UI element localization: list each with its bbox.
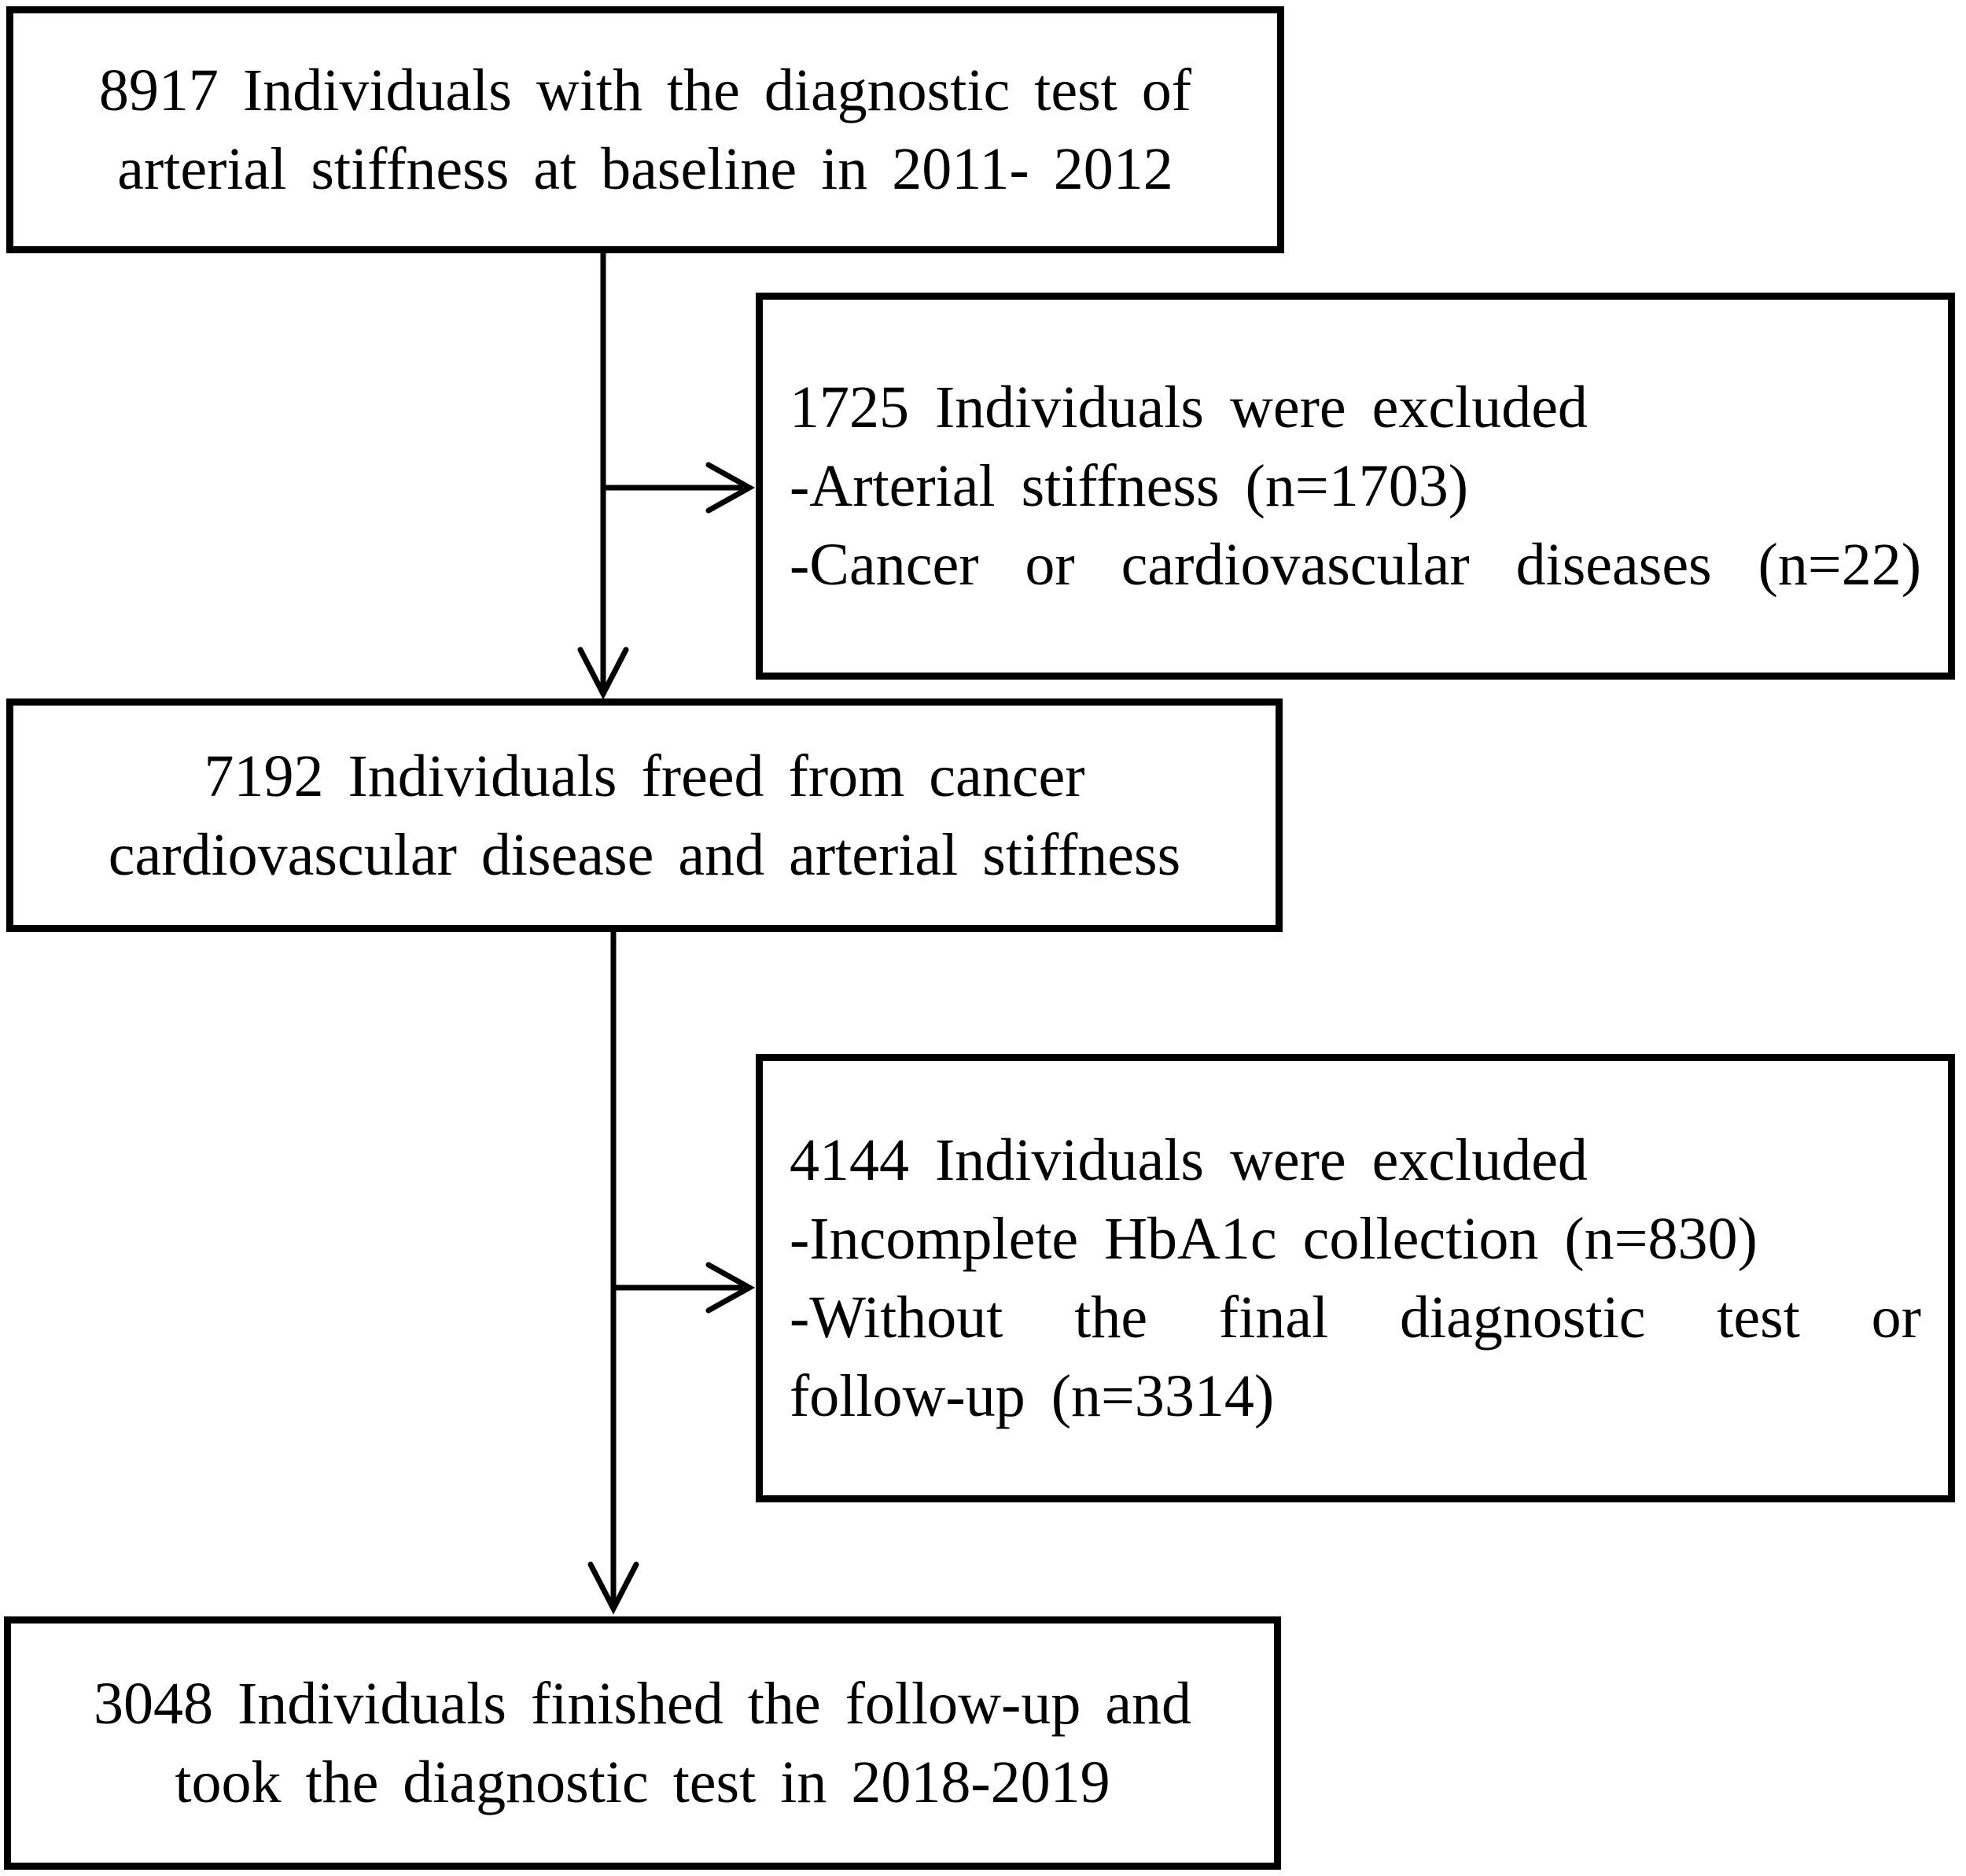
final-text-line-2: took the diagnostic test in 2018-2019 [175,1749,1110,1815]
box-final-sample [4,1616,1281,1870]
exclusion1-text-line-3: -Cancer or cardiovascular diseases (n=22) [790,532,1921,598]
cohort-text-line-1: 7192 Individuals freed from cancer [204,743,1085,809]
arrow-to-exclusion-1 [603,465,749,510]
arrow-baseline-to-cohort [580,253,626,694]
box-baseline-population [6,6,1284,253]
exclusion2-text-line-4: follow-up (n=3314) [790,1363,1275,1429]
arrow-to-exclusion-2 [613,1265,749,1310]
box-eligible-cohort [6,698,1283,932]
exclusion1-text-line-1: 1725 Individuals were excluded [790,374,1588,440]
baseline-text-line-2: arterial stiffness at baseline in 2011- 2012 [117,136,1173,202]
arrow-cohort-to-final [591,931,636,1609]
box-exclusion-2 [756,1054,1955,1502]
exclusion1-text-line-2: -Arterial stiffness (n=1703) [790,453,1469,519]
baseline-text-line-1: 8917 Individuals with the diagnostic test of [98,57,1192,123]
cohort-text-line-2: cardiovascular disease and arterial stiffness [108,821,1181,888]
exclusion2-text-line-1: 4144 Individuals were excluded [790,1127,1588,1193]
exclusion2-text-line-2: -Incomplete HbA1c collection (n=830) [790,1206,1758,1272]
final-text-line-1: 3048 Individuals finished the follow-up and [93,1671,1192,1737]
exclusion2-text-line-3: -Without the final diagnostic test or [790,1284,1921,1351]
box-exclusion-1 [756,293,1955,680]
